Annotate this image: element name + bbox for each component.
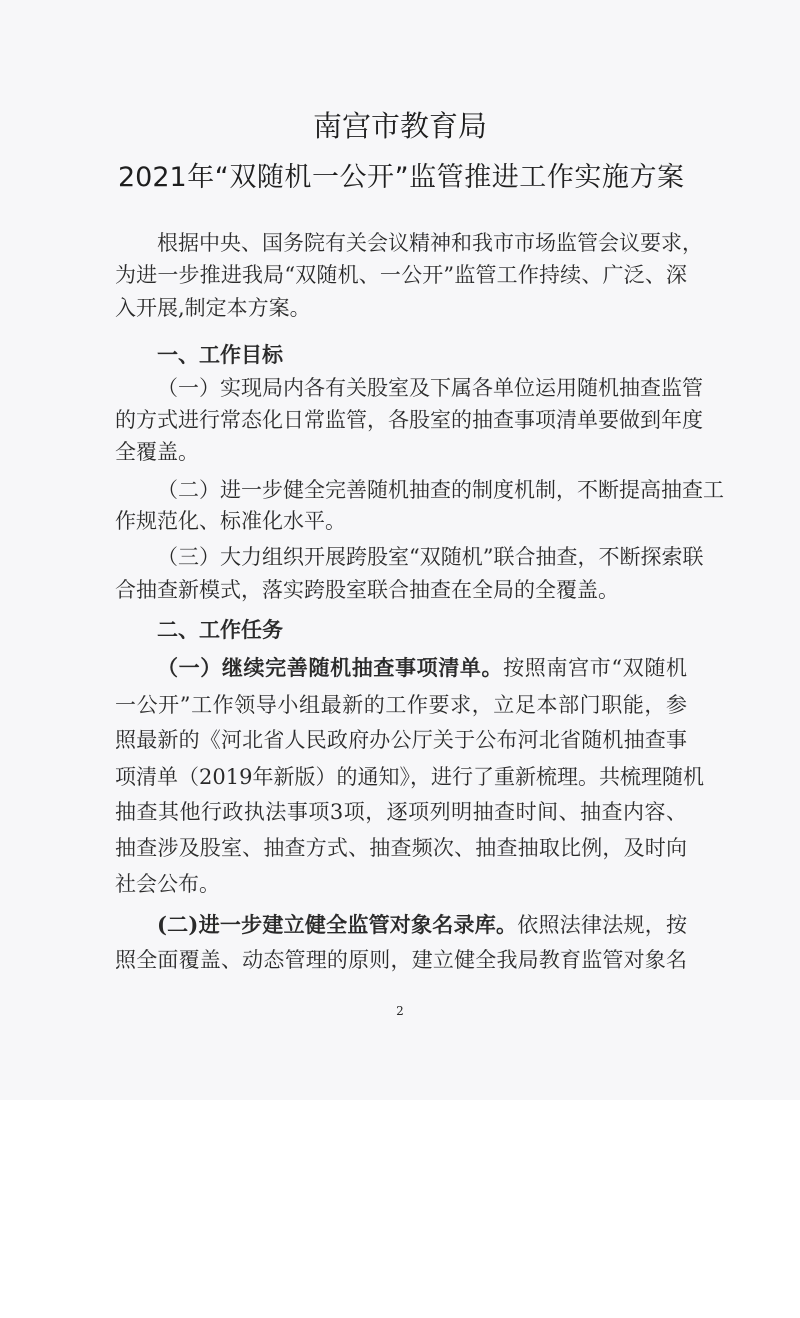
- document-title: 南宫市教育局: [312, 109, 487, 143]
- paragraph-line: 抽查涉及股室、抽查方式、抽查频次、抽查抽取比例，及时向: [115, 836, 687, 860]
- paragraph-line: （三）大力组织开展跨股室“双随机”联合抽查，不断探索联: [157, 545, 704, 569]
- paragraph-line: 项清单（2019年新版）的通知》，进行了重新梳理。共梳理随机: [115, 765, 704, 789]
- task-heading: (二)进一步建立健全监管对象名录库。: [157, 912, 518, 937]
- paragraph-line: （一）实现局内各有关股室及下属各单位运用随机抽查监管: [157, 376, 703, 400]
- paragraph-line: 的方式进行常态化日常监管，各股室的抽查事项清单要做到年度: [115, 408, 703, 432]
- paragraph-line: 全覆盖。: [115, 440, 199, 464]
- task-heading: （一）继续完善随机抽查事项清单。: [157, 655, 504, 680]
- paragraph-line: 社会公布。: [115, 872, 220, 896]
- section-heading: 一、工作目标: [157, 342, 283, 367]
- paragraph-line: 合抽查新模式，落实跨股室联合抽查在全局的全覆盖。: [115, 578, 619, 602]
- section-heading: 二、工作任务: [157, 617, 283, 642]
- task-text: 依照法律法规，按: [517, 913, 687, 937]
- paragraph-line: 照全面覆盖、动态管理的原则，建立健全我局教育监管对象名: [115, 948, 687, 972]
- page-number: 2: [396, 1004, 404, 1018]
- paragraph-line: [157, 910, 687, 940]
- task-text: 按照南宫市“双随机: [503, 656, 687, 680]
- paragraph-line: 照最新的《河北省人民政府办公厅关于公布河北省随机抽查事: [115, 728, 687, 752]
- paragraph-line: 作规范化、标准化水平。: [115, 509, 346, 533]
- paragraph-line: 根据中央、国务院有关会议精神和我市市场监管会议要求，: [157, 231, 703, 255]
- paragraph-line: 为进一步推进我局“双随机、一公开”监管工作持续、广泛、深: [115, 263, 687, 287]
- paragraph-line: 入开展,制定本方案。: [115, 296, 311, 320]
- paragraph-line: 抽查其他行政执法事项3项，逐项列明抽查时间、抽查内容、: [115, 800, 687, 824]
- document-subtitle: 2021年“双随机一公开”监管推进工作实施方案: [118, 162, 684, 193]
- paragraph-line: [157, 653, 687, 683]
- paragraph-line: （二）进一步健全完善随机抽查的制度机制，不断提高抽查工: [157, 478, 724, 502]
- paragraph-line: 一公开”工作领导小组最新的工作要求，立足本部门职能，参: [115, 693, 687, 717]
